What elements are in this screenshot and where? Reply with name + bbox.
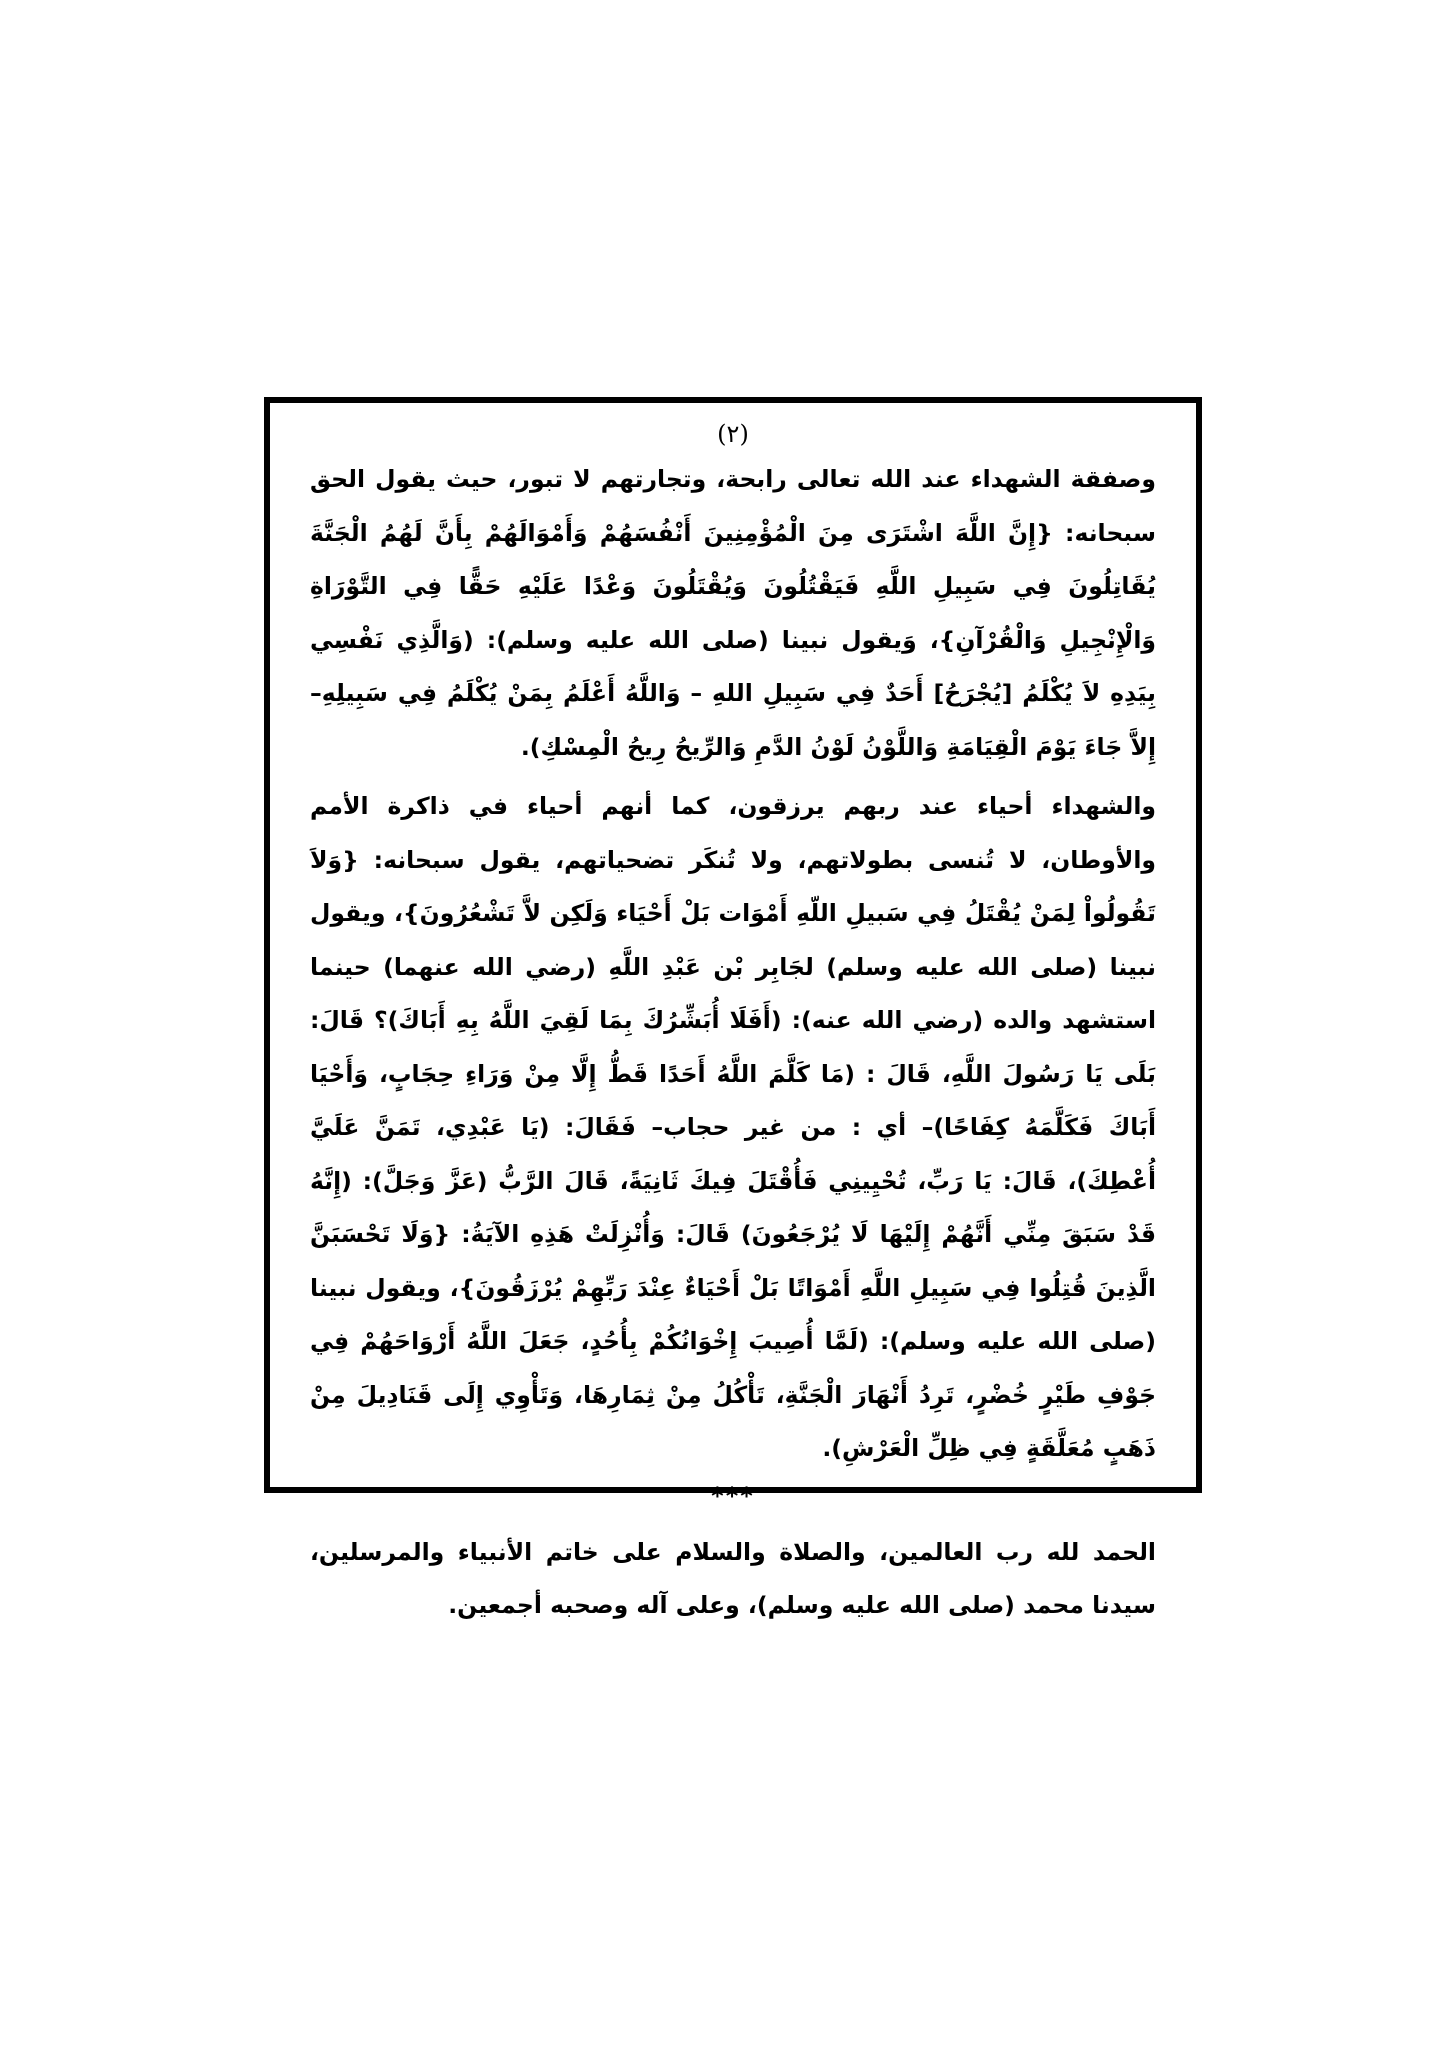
paragraph-martyrs-alive: والشهداء أحياء عند ربهم يرزقون، كما أنهم أحياء في ذاكرة الأمم والأوطان، لا تُنسى بطولاتهم، ولا تُنكَر تضحياتهم، يقول سبحانه: {وَلاَ تَقُولُواْ لِمَنْ يُقْتَلُ فِي سَبيلِ اللّهِ أَمْوَات بَلْ أَحْيَاء وَلَكِن لاَّ تَشْعُرُونَ}، ويقول نبينا (صلى الله عليه وسلم) لجَابِر بْن عَبْدِ اللَّهِ (رضي الله عنهما) حينما استشهد والده (رضي الله عنه): (أَفَلَا أُبَشِّرُكَ بِمَا لَقِيَ اللَّهُ بِهِ أَبَاكَ)؟ قَالَ: بَلَى يَا رَسُولَ اللَّهِ، قَالَ : (مَا كَلَّمَ اللَّهُ أَحَدًا قَطُّ إِلَّا مِنْ وَرَاءِ حِجَابٍ، وَأَحْيَا أَبَاكَ فَكَلَّمَهُ كِفَاحًا)– أي : من غير حجاب– فَقَالَ: (يَا عَبْدِي، تَمَنَّ عَلَيَّ أُعْطِكَ)، قَالَ: يَا رَبِّ، تُحْيِينِي فَأُقْتَلَ فِيكَ ثَانِيَةً، قَالَ الرَّبُّ (عَزَّ وَجَلَّ): (إِنَّهُ قَدْ سَبَقَ مِنِّي أَنَّهُمْ إِلَيْهَا لَا يُرْجَعُونَ) قَالَ: وَأُنْزِلَتْ هَذِهِ الآيَةُ: {وَلَا تَحْسَبَنَّ الَّذِينَ قُتِلُوا فِي سَبِيلِ اللَّهِ أَمْوَاتًا بَلْ أَحْيَاءٌ عِنْدَ رَبِّهِمْ يُرْزَقُونَ}، ويقول نبينا (صلى الله عليه وسلم): (لَمَّا أُصِيبَ إِخْوَانُكُمْ بِأُحُدٍ، جَعَلَ اللَّهُ أَرْوَاحَهُمْ فِي جَوْفِ طَيْرٍ خُضْرٍ، تَرِدُ أَنْهَارَ الْجَنَّةِ، تَأْكُلُ مِنْ ثِمَارِهَا، وَتَأْوِي إِلَى قَنَادِيلَ مِنْ ذَهَبٍ مُعَلَّقَةٍ فِي ظِلِّ الْعَرْشِ). xyxy=(310,792,1156,1462)
paragraph-closing-praise: الحمد لله رب العالمين، والصلاة والسلام على خاتم الأنبياء والمرسلين، سيدنا محمد (صلى الله عليه وسلم)، وعلى آله وصحبه أجمعين. xyxy=(310,1537,1156,1619)
section-separator: *** xyxy=(711,1481,755,1510)
page-number: (٢) xyxy=(717,420,749,448)
paragraph-martyrs-bargain: وصفقة الشهداء عند الله تعالى رابحة، وتجارتهم لا تبور، حيث يقول الحق سبحانه: {إِنَّ اللَّهَ اشْتَرَى مِنَ الْمُؤْمِنِينَ أَنْفُسَهُمْ وَأَمْوَالَهُمْ بِأَنَّ لَهُمُ الْجَنَّةَ يُقَاتِلُونَ فِي سَبِيلِ اللَّهِ فَيَقْتُلُونَ وَيُقْتَلُونَ وَعْدًا عَلَيْهِ حَقًّا فِي التَّوْرَاةِ وَالْإِنْجِيلِ وَالْقُرْآنِ}، وَيقول نبينا (صلى الله عليه وسلم): (وَالَّذِي نَفْسِي بِيَدِهِ لاَ يُكْلَمُ [يُجْرَحُ] أَحَدٌ فِي سَبِيلِ اللهِ – وَاللَّهُ أَعْلَمُ بِمَنْ يُكْلَمُ فِي سَبِيلِهِ– إِلاَّ جَاءَ يَوْمَ الْقِيَامَةِ وَاللَّوْنُ لَوْنُ الدَّمِ وَالرِّيحُ رِيحُ الْمِسْكِ). xyxy=(310,465,1156,761)
page-frame xyxy=(264,397,1202,1619)
